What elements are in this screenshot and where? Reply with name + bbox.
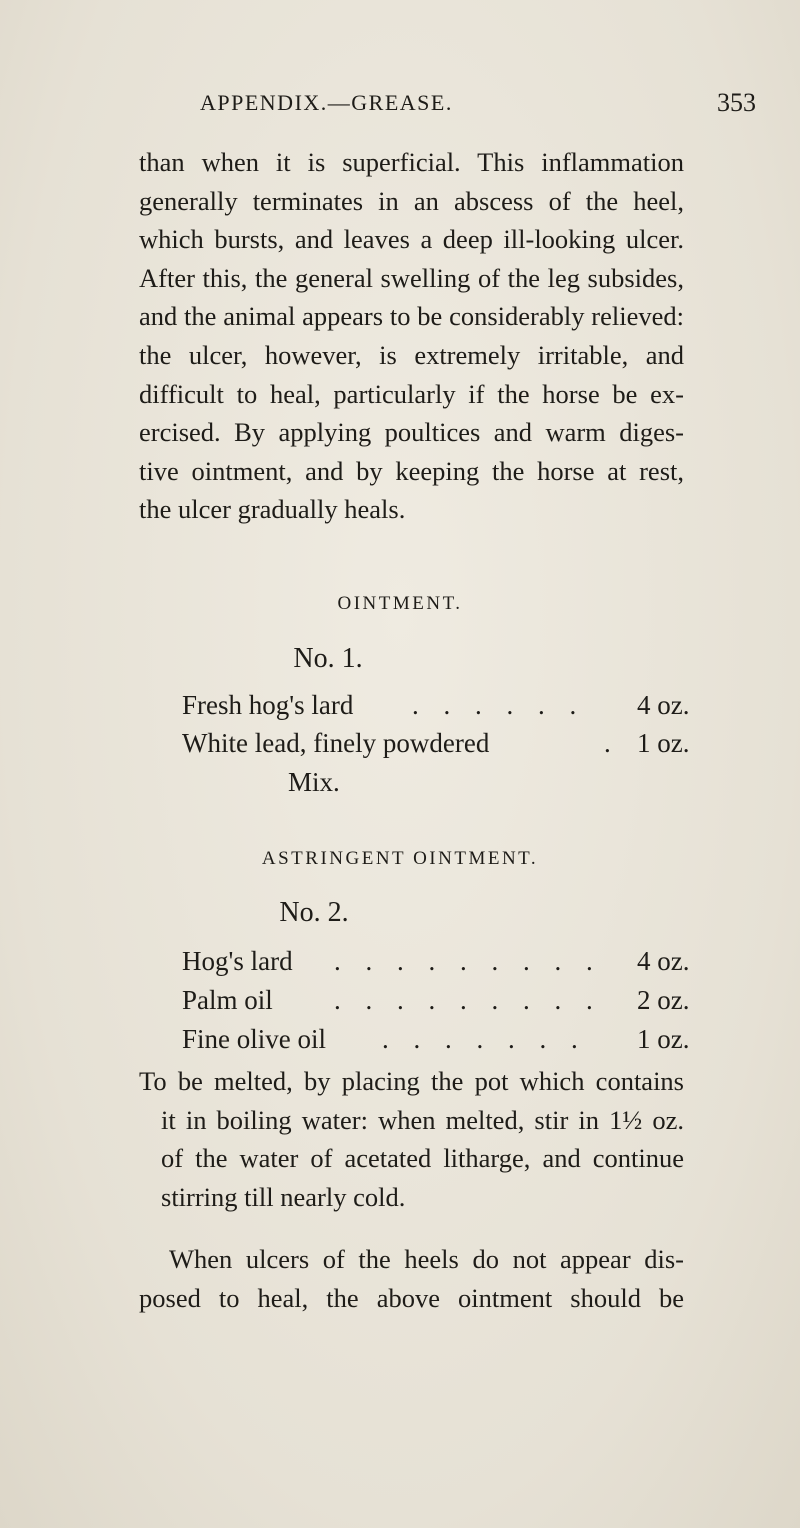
leader-dots: . . . . . . [412, 690, 586, 720]
leader-dots: . . . . . . . . . [334, 946, 602, 976]
text-line: which bursts, and leaves a deep ill-looking ulcer. [139, 224, 684, 255]
recipe2-heading: ASTRINGENT OINTMENT. [261, 848, 539, 869]
recipe1-heading: OINTMENT. [337, 593, 463, 614]
ingredient-quantity: 4 oz. [637, 690, 690, 720]
text-line: stirring till nearly cold. [161, 1181, 406, 1212]
text-line: the ulcer, however, is extremely irritable, and [139, 339, 684, 370]
text-line: posed to heal, the above ointment should be [139, 1282, 684, 1313]
running-header [0, 90, 800, 120]
ingredient-name: Hog's lard [182, 946, 293, 976]
ingredient-quantity: 1 oz. [637, 728, 690, 758]
ingredient-name: White lead, finely powdered [182, 728, 490, 758]
text-line: it in boiling water: when melted, stir in 1½ oz. [161, 1104, 684, 1135]
text-line: the ulcer gradually heals. [139, 494, 406, 525]
leader-dots: . [604, 728, 620, 758]
ingredient-name: Palm oil [182, 985, 273, 1015]
recipe2-number: No. 2. [279, 897, 349, 928]
text-line: After this, the general swelling of the leg subsides, [139, 262, 684, 293]
text-line: and the animal appears to be considerably relieved: [139, 301, 684, 332]
ingredient-quantity: 1 oz. [637, 1024, 690, 1054]
text-line: To be melted, by placing the pot which contains [139, 1066, 684, 1096]
recipe2-directions [139, 1062, 684, 1216]
text-line: tive ointment, and by keeping the horse at rest, [139, 455, 684, 486]
ingredient-name: Fresh hog's lard [182, 690, 354, 720]
intro-paragraph [139, 143, 684, 529]
text-line: of the water of acetated litharge, and continue [161, 1143, 684, 1174]
recipe1-directions: Mix. [288, 767, 340, 797]
ingredient-name: Fine olive oil [182, 1024, 326, 1054]
text-line: difficult to heal, particularly if the horse be ex- [139, 378, 684, 409]
text-line: than when it is superficial. This inflammation [139, 147, 684, 177]
closing-paragraph [139, 1240, 684, 1317]
ingredient-quantity: 2 oz. [637, 985, 690, 1015]
leader-dots: . . . . . . . . . [334, 985, 602, 1015]
text-line: ercised. By applying poultices and warm diges- [139, 417, 684, 448]
page-number: 353 [717, 88, 756, 117]
text-line: When ulcers of the heels do not appear dis- [169, 1244, 684, 1274]
recipe1-number: No. 1. [293, 643, 363, 674]
running-title: APPENDIX.—GREASE. [200, 90, 453, 115]
leader-dots: . . . . . . . [382, 1024, 587, 1054]
ingredient-quantity: 4 oz. [637, 946, 690, 976]
text-line: generally terminates in an abscess of the heel, [139, 185, 684, 216]
